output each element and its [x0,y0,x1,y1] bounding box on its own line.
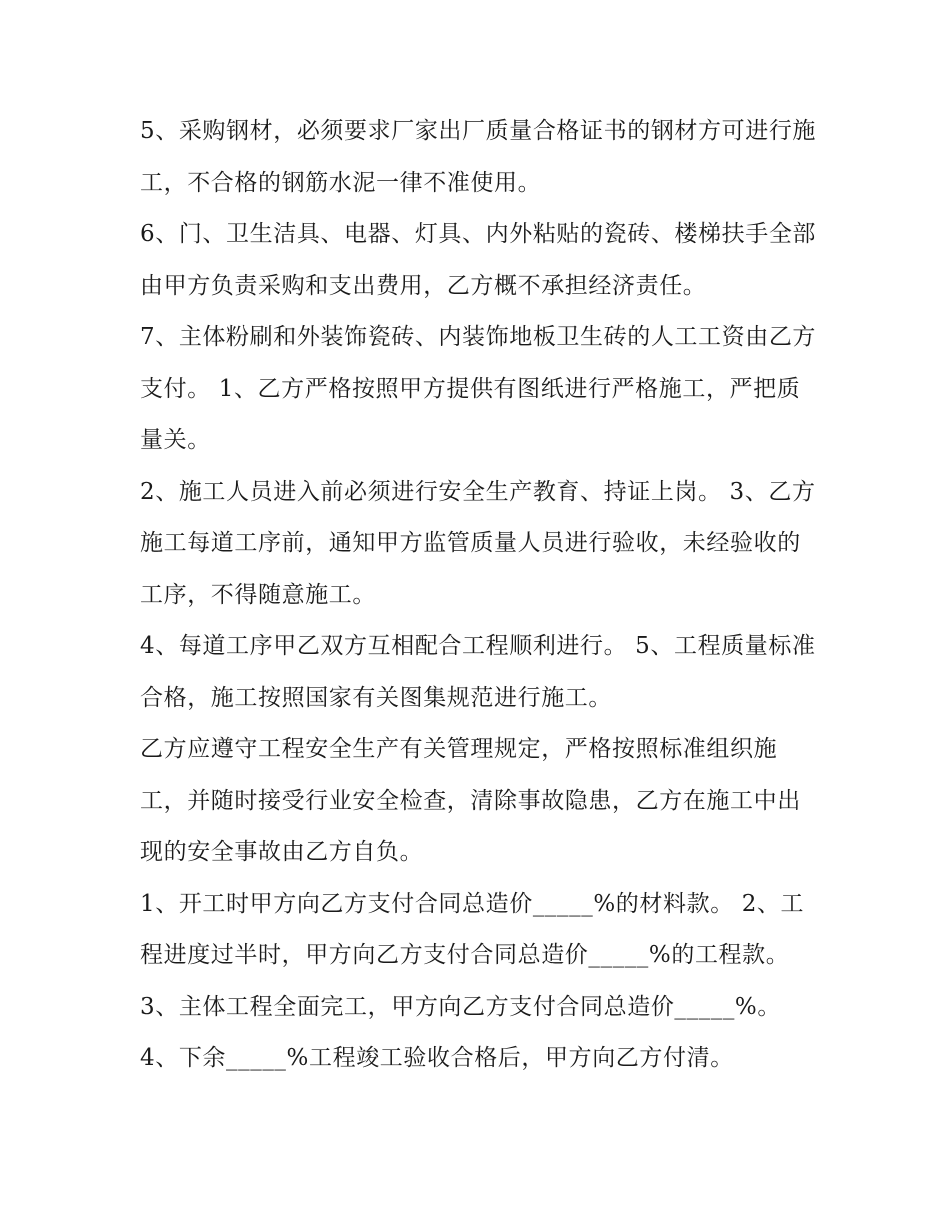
paragraph-labor-wages-and-drawings: 7、主体粉刷和外装饰瓷砖、内装饰地板卫生砖的人工工资由乙方支付。 1、乙方严格按照甲方提供有图纸进行严格施工，严把质量关。 [140,324,817,453]
paragraph-payment-1-2: 1、开工时甲方向乙方支付合同总造价_____%的材料款。 2、工程进度过半时，甲方向乙方支付合同总造价_____%的工程款。 [140,890,805,968]
paragraph-payment-3: 3、主体工程全面完工，甲方向乙方支付合同总造价_____%。 [140,993,781,1020]
paragraph-cooperation-quality: 4、每道工序甲乙双方互相配合工程顺利进行。 5、工程质量标准合格，施工按照国家有关图集规范进行施工。 [140,633,816,711]
paragraph-steel-procurement: 5、采购钢材，必须要求厂家出厂质量合格证书的钢材方可进行施工，不合格的钢筋水泥一律不准使用。 [140,118,817,196]
paragraph-safety-training-inspection: 2、施工人员进入前必须进行安全生产教育、持证上岗。 3、乙方施工每道工序前，通知甲方监管质量人员进行验收，未经验收的工序，不得随意施工。 [140,478,816,608]
paragraph-safety-responsibility: 乙方应遵守工程安全生产有关管理规定，严格按照标准组织施工，并随时接受行业安全检查，清除事故隐患，乙方在施工中出现的安全事故由乙方自负。 [140,736,801,865]
paragraph-payment-4: 4、下余_____%工程竣工验收合格后，甲方向乙方付清。 [140,1045,734,1071]
paragraph-fixtures-procurement: 6、门、卫生洁具、电器、灯具、内外粘贴的瓷砖、楼梯扶手全部由甲方负责采购和支出费用，乙方概不承担经济责任。 [140,221,817,299]
document-body [140,106,820,1085]
